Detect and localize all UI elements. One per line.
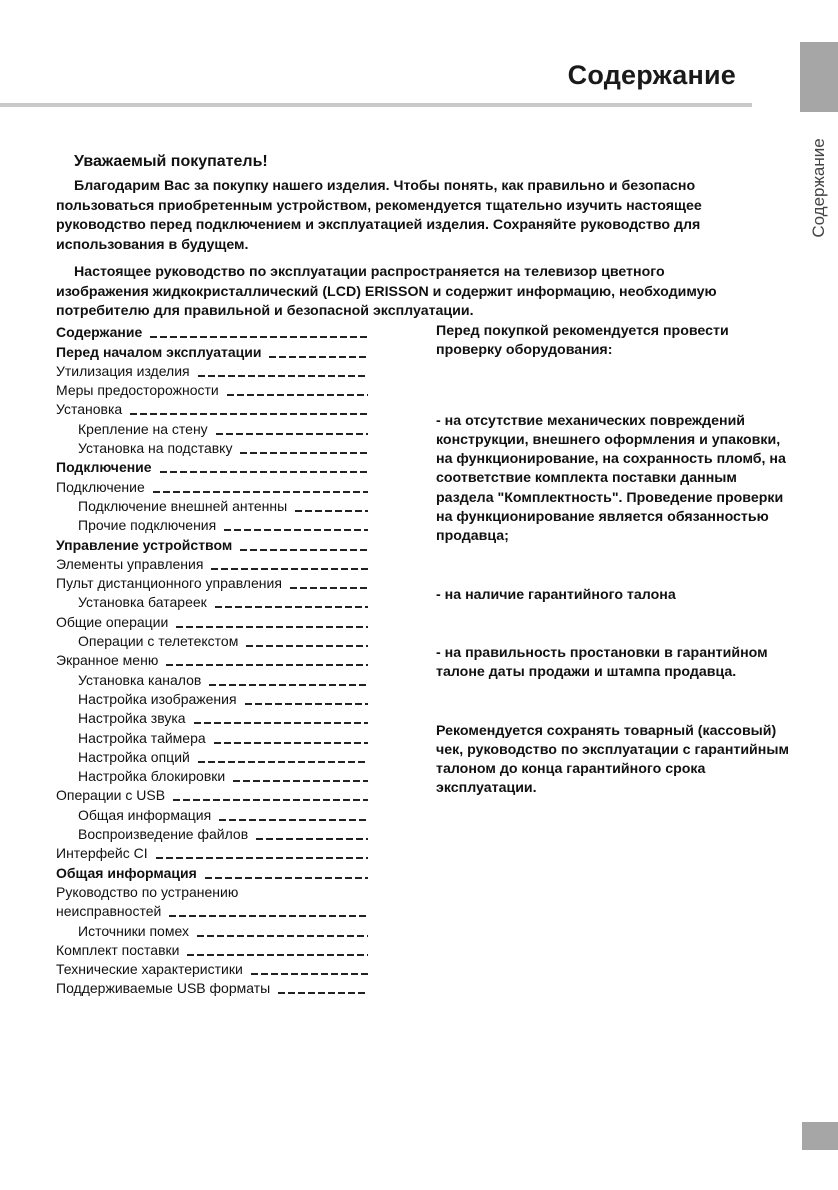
toc-item[interactable] [56, 631, 368, 650]
toc-item[interactable] [56, 920, 368, 939]
intro-paragraph-2: Настоящее руководство по эксплуатации распространяется на телевизор цветного изображения жидкокристаллический (LCD) ERISSON и содержит информацию, необходимую потребителю для правильной и безопасной эксплуатации. [56, 264, 717, 319]
toc-item[interactable] [56, 901, 368, 920]
toc-leader [219, 819, 368, 821]
toc-leader [211, 568, 368, 570]
toc-item-label: Элементы управления [56, 555, 204, 572]
toc-item-label: Настройка опций [78, 748, 190, 765]
toc-item-label: Утилизация изделия [56, 362, 190, 379]
side-tab-label-text: Содержание [809, 138, 828, 238]
toc-item-label: Подключение [56, 459, 152, 476]
toc-item[interactable] [56, 592, 368, 611]
check-item-2: - на наличие гарантийного талона [436, 586, 676, 603]
greeting: Уважаемый покупатель! [74, 153, 268, 170]
toc-item[interactable] [56, 573, 368, 592]
toc-item-label: Интерфейс CI [56, 845, 148, 862]
toc-leader [169, 915, 368, 917]
toc-item[interactable] [56, 959, 368, 978]
toc-item[interactable] [56, 496, 368, 515]
toc-item[interactable] [56, 476, 368, 495]
toc-item-label: Настройка блокировки [78, 768, 226, 785]
toc-leader [240, 452, 368, 454]
intro [56, 153, 756, 330]
toc-item-label: Комплект поставки [56, 941, 180, 958]
toc-item[interactable] [56, 322, 368, 341]
toc-item[interactable] [56, 862, 368, 881]
toc-item[interactable] [56, 978, 368, 997]
toc-item[interactable] [56, 882, 368, 901]
toc-item-label: Управление устройством [56, 536, 233, 553]
toc-item-label: Экранное меню [56, 652, 159, 669]
toc-item-label: Общая информация [56, 864, 197, 881]
receipt-note: Рекомендуется сохранять товарный (кассовый) чек, руководство по эксплуатации с гарантийным талоном до конца гарантийного срока эксплуатации. [436, 722, 789, 797]
toc-item-label: Общие операции [56, 613, 169, 630]
toc-item[interactable] [56, 940, 368, 959]
toc-leader [153, 491, 368, 493]
purchase-checks [436, 322, 796, 799]
toc-item-label: Пульт дистанционного управления [56, 575, 282, 592]
side-tab [800, 42, 838, 112]
page-title: Содержание [567, 60, 736, 90]
toc-item-label: Подключение [56, 478, 145, 495]
page-number-box [802, 1122, 838, 1150]
toc-item[interactable] [56, 438, 368, 457]
toc-leader [216, 433, 368, 435]
toc-item[interactable] [56, 824, 368, 843]
toc-item-label: Общая информация [78, 806, 212, 823]
toc-item-label: Установка каналов [78, 671, 202, 688]
toc-item[interactable] [56, 785, 368, 804]
toc-item-label: неисправностей [56, 903, 162, 920]
toc-item-label: Поддерживаемые USB форматы [56, 980, 271, 997]
toc-leader [187, 954, 368, 956]
toc-item-label: Настройка звука [78, 710, 186, 727]
toc-item-label: Воспроизведение файлов [78, 826, 249, 843]
toc-leader [251, 973, 368, 975]
toc-leader [176, 626, 368, 628]
toc-leader [197, 935, 368, 937]
toc-item[interactable] [56, 457, 368, 476]
toc-item[interactable] [56, 708, 368, 727]
toc-leader [130, 413, 368, 415]
check-item-3: - на правильность простановки в гарантийном талоне даты продажи и штампа продавца. [436, 644, 768, 681]
toc-leader [150, 336, 368, 338]
toc-leader [198, 375, 368, 377]
toc-leader [215, 606, 368, 608]
toc-item[interactable] [56, 727, 368, 746]
toc-leader [209, 684, 368, 686]
toc-leader [233, 780, 368, 782]
toc-item-label: Настройка таймера [78, 729, 206, 746]
toc-item-label: Содержание [56, 324, 143, 341]
toc-leader [240, 549, 368, 551]
toc-item[interactable] [56, 689, 368, 708]
toc-leader [194, 722, 368, 724]
toc-item-label: Руководство по устранению [56, 883, 239, 900]
toc-item-label: Операции с USB [56, 787, 166, 804]
toc-leader [224, 529, 368, 531]
toc-leader [278, 992, 368, 994]
toc-leader [198, 761, 368, 763]
toc-item-label: Технические характеристики [56, 961, 243, 978]
toc-item[interactable] [56, 515, 368, 534]
toc-leader [205, 877, 368, 879]
toc-leader [295, 510, 368, 512]
toc-item[interactable] [56, 418, 368, 437]
table-of-contents [56, 322, 368, 997]
check-item-1: - на отсутствие механических повреждений конструкции, внешнего оформления и упаковки, на функционирование, на сохранность пломб, на соответствие комплекта поставки данным раздела "Комплектность". Проведение проверки на функционирование является обязанностью продавца; [436, 412, 786, 545]
toc-item-label: Меры предосторожности [56, 382, 219, 399]
toc-leader [290, 587, 368, 589]
toc-item-label: Установка [56, 401, 123, 418]
toc-item[interactable] [56, 843, 368, 862]
checks-intro: Перед покупкой рекомендуется провести проверку оборудования: [436, 323, 729, 359]
toc-item-label: Настройка изображения [78, 690, 237, 707]
toc-item[interactable] [56, 554, 368, 573]
toc-leader [166, 664, 368, 666]
toc-item[interactable] [56, 611, 368, 630]
toc-item-label: Установка на подставку [78, 440, 233, 457]
toc-item-label: Источники помех [78, 922, 189, 939]
toc-item[interactable] [56, 380, 368, 399]
toc-item[interactable] [56, 399, 368, 418]
toc-item[interactable] [56, 669, 368, 688]
toc-leader [156, 857, 368, 859]
toc-leader [173, 799, 368, 801]
toc-leader [245, 703, 368, 705]
toc-leader [214, 742, 368, 744]
title-rule [0, 103, 752, 107]
toc-item[interactable] [56, 804, 368, 823]
toc-leader [269, 356, 368, 358]
toc-item[interactable] [56, 766, 368, 785]
toc-leader [227, 394, 368, 396]
toc-item[interactable] [56, 361, 368, 380]
intro-paragraph-1: Благодарим Вас за покупку нашего изделия. Чтобы понять, как правильно и безопасно пользоваться приобретенным устройством, рекомендуется тщательно изучить настоящее руководство перед подключением и эксплуатацией изделия. Сохраняйте руководство для использования в будущем. [56, 178, 702, 253]
toc-item-label: Прочие подключения [78, 517, 217, 534]
toc-item[interactable] [56, 341, 368, 360]
toc-item[interactable] [56, 650, 368, 669]
toc-leader [160, 471, 368, 473]
toc-item-label: Подключение внешней антенны [78, 497, 288, 514]
toc-item-label: Установка батареек [78, 594, 207, 611]
toc-item[interactable] [56, 534, 368, 553]
toc-leader [246, 645, 368, 647]
toc-item-label: Крепление на стену [78, 420, 208, 437]
toc-item[interactable] [56, 747, 368, 766]
toc-leader [256, 838, 368, 840]
toc-item-label: Операции с телетекстом [78, 633, 239, 650]
toc-item-label: Перед началом эксплуатации [56, 343, 262, 360]
